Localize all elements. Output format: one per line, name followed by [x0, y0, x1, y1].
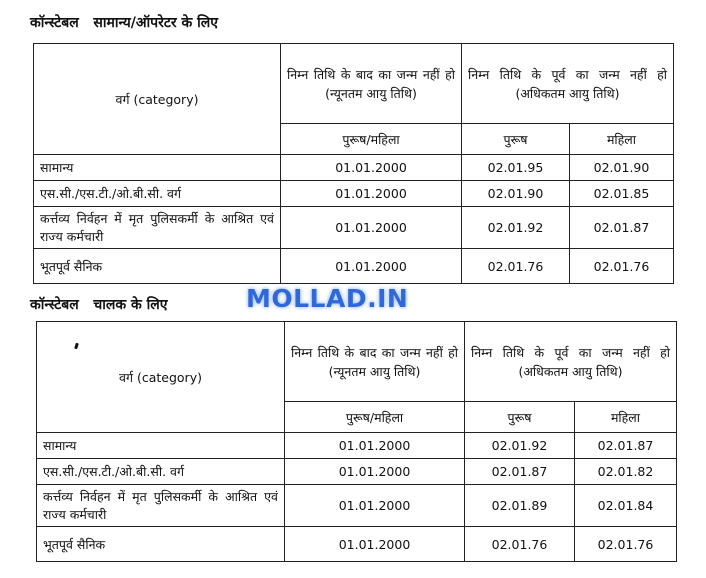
female-date-cell: 02.01.87 — [575, 433, 677, 459]
male-date-cell: 02.01.89 — [465, 485, 575, 527]
max-dob-header: निम्न तिथि के पूर्व का जन्म नहीं हो (अधिकतम आयु तिथि) — [462, 44, 674, 124]
category-header: वर्ग (category) — [34, 44, 281, 155]
min-date-cell: 01.01.2000 — [281, 207, 462, 249]
section-title-operator: कॉन्स्टेबल सामान्य/ऑपरेटर के लिए — [30, 15, 218, 31]
category-cell: एस.सी./एस.टी./ओ.बी.सी. वर्ग — [37, 459, 285, 485]
male-date-cell: 02.01.90 — [462, 181, 570, 207]
table-row — [37, 433, 677, 459]
female-date-cell: 02.01.76 — [575, 527, 677, 562]
male-female-header: पुरूष/महिला — [281, 124, 462, 155]
min-date-cell: 01.01.2000 — [285, 433, 465, 459]
female-date-cell: 02.01.87 — [570, 207, 674, 249]
female-date-cell: 02.01.84 — [575, 485, 677, 527]
min-date-cell: 01.01.2000 — [281, 181, 462, 207]
table-row — [34, 155, 674, 181]
min-date-cell: 01.01.2000 — [285, 485, 465, 527]
max-dob-header: निम्न तिथि के पूर्व का जन्म नहीं हो (अधिकतम आयु तिथि) — [465, 322, 677, 402]
female-date-cell: 02.01.85 — [570, 181, 674, 207]
eligibility-table-driver — [36, 321, 677, 562]
min-dob-header: निम्न तिथि के बाद का जन्म नहीं हो (न्यूनतम आयु तिथि) — [285, 322, 465, 402]
category-cell: एस.सी./एस.टी./ओ.बी.सी. वर्ग — [34, 181, 281, 207]
category-header: वर्ग (category) — [37, 322, 285, 433]
male-female-header: पुरूष/महिला — [285, 402, 465, 433]
table-row — [34, 207, 674, 249]
female-date-cell: 02.01.90 — [570, 155, 674, 181]
female-header: महिला — [570, 124, 674, 155]
min-date-cell: 01.01.2000 — [281, 155, 462, 181]
male-header: पुरूष — [462, 124, 570, 155]
male-date-cell: 02.01.76 — [465, 527, 575, 562]
table-row — [37, 527, 677, 562]
watermark: MOLLAD.IN — [246, 284, 409, 313]
min-date-cell: 01.01.2000 — [281, 249, 462, 284]
min-date-cell: 01.01.2000 — [285, 527, 465, 562]
male-date-cell: 02.01.92 — [465, 433, 575, 459]
male-header: पुरूष — [465, 402, 575, 433]
male-date-cell: 02.01.87 — [465, 459, 575, 485]
female-date-cell: 02.01.76 — [570, 249, 674, 284]
table-row — [34, 181, 674, 207]
category-cell: भूतपूर्व सैनिक — [37, 527, 285, 562]
min-date-cell: 01.01.2000 — [285, 459, 465, 485]
female-header: महिला — [575, 402, 677, 433]
category-cell: कर्त्तव्य निर्वहन में मृत पुलिसकर्मी के आश्रित एवं राज्य कर्मचारी — [37, 485, 285, 527]
male-date-cell: 02.01.92 — [462, 207, 570, 249]
female-date-cell: 02.01.82 — [575, 459, 677, 485]
category-cell: सामान्य — [37, 433, 285, 459]
table-row — [34, 249, 674, 284]
category-cell: कर्त्तव्य निर्वहन में मृत पुलिसकर्मी के आश्रित एवं राज्य कर्मचारी — [34, 207, 281, 249]
eligibility-table-operator — [33, 43, 674, 284]
table-row — [37, 459, 677, 485]
category-cell: भूतपूर्व सैनिक — [34, 249, 281, 284]
min-dob-header: निम्न तिथि के बाद का जन्म नहीं हो (न्यूनतम आयु तिथि) — [281, 44, 462, 124]
male-date-cell: 02.01.76 — [462, 249, 570, 284]
table-row — [37, 485, 677, 527]
section-title-driver: कॉन्स्टेबल चालक के लिए — [30, 297, 168, 313]
category-cell: सामान्य — [34, 155, 281, 181]
male-date-cell: 02.01.95 — [462, 155, 570, 181]
